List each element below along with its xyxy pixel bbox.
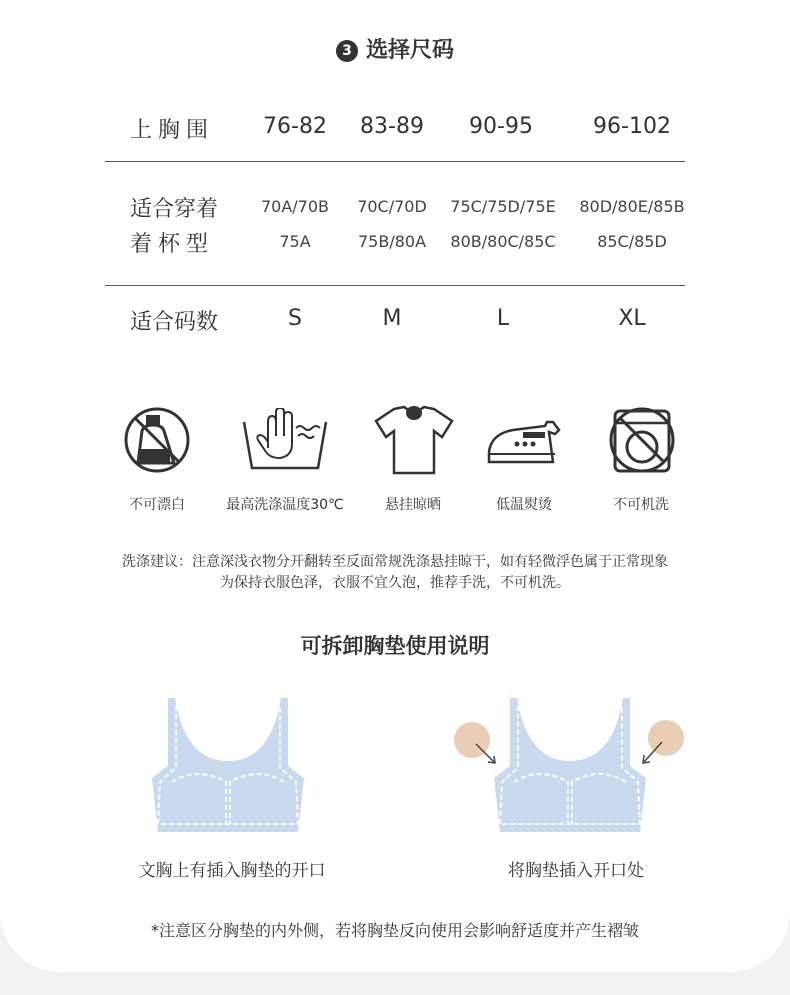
cup-size: 75C/75D/75E	[450, 197, 556, 216]
bust-range: 83-89	[360, 114, 424, 139]
bust-range: 90-95	[469, 114, 533, 139]
size-code: XL	[618, 306, 646, 331]
bust-range: 76-82	[263, 114, 327, 139]
bra-insert-pad-illustration	[448, 696, 692, 836]
cup-size: 70C/70D	[357, 197, 427, 216]
size-code: L	[496, 306, 510, 331]
caption-right: 将胸垫插入开口处	[508, 861, 644, 881]
care-label: 不可机洗	[613, 497, 669, 513]
cup-size: 80D/80E/85B	[579, 197, 685, 216]
bra-opening-illustration	[148, 696, 308, 836]
section-title-text: 选择尺码	[365, 38, 454, 63]
section-title	[0, 33, 790, 64]
bust-label: 上胸围	[130, 118, 215, 143]
cup-size: 70A/70B	[260, 197, 330, 216]
care-label: 不可漂白	[129, 497, 185, 513]
care-label: 最高洗涤温度30℃	[226, 497, 344, 513]
cup-size: 85C/85D	[597, 232, 667, 251]
no-bleach-icon	[122, 405, 192, 475]
bust-range: 96-102	[593, 114, 671, 139]
pad-footer-note: *注意区分胸垫的内外侧，若将胸垫反向使用会影响舒适度并产生褶皱	[150, 921, 639, 940]
hang-dry-icon	[372, 403, 456, 475]
cup-size: 75B/80A	[357, 232, 427, 251]
size-label: 适合码数	[130, 310, 219, 335]
caption-left: 文胸上有插入胸垫的开口	[138, 861, 326, 881]
table-divider	[105, 285, 685, 286]
low-iron-icon	[487, 414, 563, 466]
care-label: 悬挂晾晒	[385, 497, 441, 513]
size-code: M	[382, 306, 402, 331]
size-code: S	[288, 306, 302, 331]
cup-label-line2: 着杯型	[130, 232, 215, 257]
hand-wash-30-icon	[240, 408, 330, 472]
cup-label-line1: 适合穿着	[130, 197, 219, 222]
pad-section-title: 可拆卸胸垫使用说明	[300, 634, 490, 658]
care-label: 低温熨烫	[496, 497, 552, 513]
wash-note-line1: 洗涤建议：注意深浅衣物分开翻转至反面常规洗涤悬挂晾干，如有轻微浮色属于正常现象	[122, 554, 668, 570]
step-number-badge: 3	[336, 40, 358, 62]
table-divider	[105, 161, 685, 162]
no-machine-wash-icon	[607, 405, 677, 475]
cup-size: 75A	[279, 232, 311, 251]
wash-note-line2: 为保持衣服色泽，衣服不宜久泡，推荐手洗，不可机洗。	[220, 575, 570, 591]
cup-size: 80B/80C/85C	[450, 232, 556, 251]
